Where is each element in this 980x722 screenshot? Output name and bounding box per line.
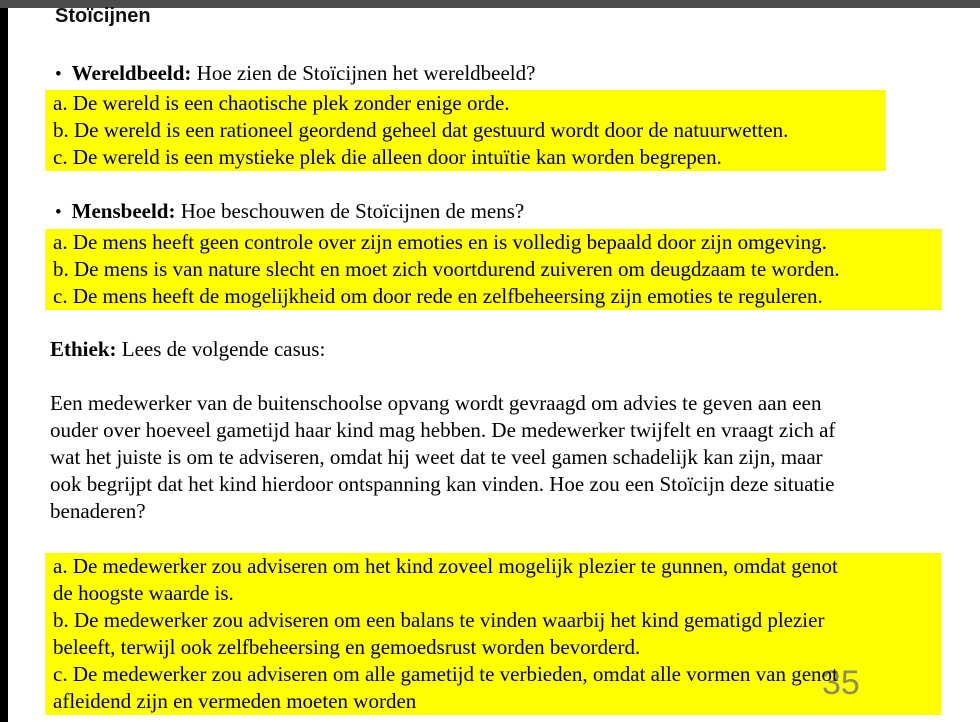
casus-line: ook begrijpt dat het kind hierdoor ontspanning kan vinden. Hoe zou een Stoïcijn deze situatie [50,472,835,496]
ethiek-intro-text: Lees de volgende casus: [121,337,326,361]
casus-line: wat het juiste is om te adviseren, omdat hij weet dat te veel gamen schadelijk kan zijn, maar [50,445,823,469]
option-line: c. De wereld is een mystieke plek die alleen door intuïtie kan worden begrepen. [53,145,722,169]
option-line: c. De mens heeft de mogelijkheid om door rede en zelfbeheersing zijn emoties te reguleren. [53,284,823,308]
ethiek-heading [50,336,325,363]
page-number: 35 [822,664,860,702]
option-line: b. De mens is van nature slecht en moet zich voortdurend zuiveren om deugdzaam te worden. [53,257,840,281]
option-line: afleidend zijn en vermeden moeten worden [53,689,417,713]
mensbeeld-options-highlight [45,229,942,310]
option-line: de hoogste waarde is. [53,581,234,605]
mensbeeld-question-text: Hoe beschouwen de Stoïcijnen de mens? [180,199,525,223]
casus-line: benaderen? [50,499,146,523]
bullet-icon: • [55,64,62,85]
casus-line: ouder over hoeveel gametijd haar kind mag hebben. De medewerker twijfelt en vraagt zich af [50,418,836,442]
ethiek-options-highlight [45,553,941,715]
option-line: b. De medewerker zou adviseren om een balans te vinden waarbij het kind gematigd plezier [53,608,825,632]
option-line: beleeft, terwijl ook zelfbeheersing en gemoedsrust worden bevorderd. [53,635,641,659]
option-line: a. De medewerker zou adviseren om het kind zoveel mogelijk plezier te gunnen, omdat genot [53,554,838,578]
page-title: Stoïcijnen [55,5,151,27]
ethiek-term: Ethiek: [50,337,117,361]
wereldbeeld-question [55,60,535,88]
option-line: a. De mens heeft geen controle over zijn emoties en is volledig bepaald door zijn omgeving. [53,230,827,254]
left-border-bar [0,8,8,722]
mensbeeld-question [55,198,524,226]
bullet-icon: • [55,202,62,223]
casus-paragraph [50,390,835,525]
option-line: c. De medewerker zou adviseren om alle gametijd te verbieden, omdat alle vormen van genot [53,662,838,686]
mensbeeld-term: Mensbeeld: [71,199,176,223]
wereldbeeld-options-highlight [45,90,886,171]
option-line: b. De wereld is een rationeel geordend geheel dat gestuurd wordt door de natuurwetten. [53,118,789,142]
option-line: a. De wereld is een chaotische plek zonder enige orde. [53,91,510,115]
wereldbeeld-term: Wereldbeeld: [71,61,192,85]
wereldbeeld-question-text: Hoe zien de Stoïcijnen het wereldbeeld? [196,61,536,85]
casus-line: Een medewerker van de buitenschoolse opvang wordt gevraagd om advies te geven aan een [50,391,822,415]
